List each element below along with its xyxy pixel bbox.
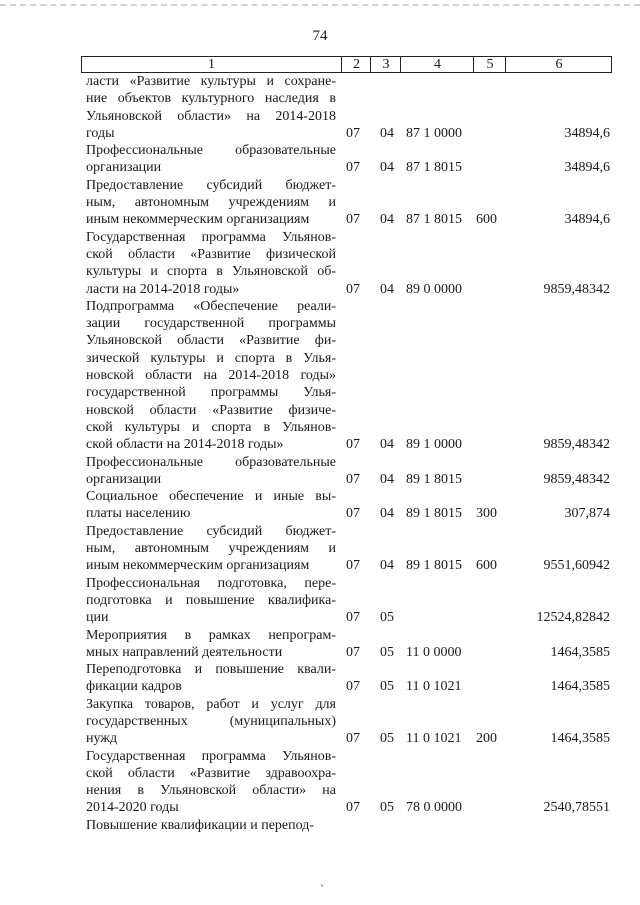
description-line: Предоставление субсидий бюджет- bbox=[86, 177, 336, 193]
description-line: нения в Ульяновской области» на bbox=[86, 783, 336, 799]
description-line: организации bbox=[86, 160, 162, 176]
subsection-code: 04 bbox=[380, 281, 394, 297]
amount: 34894,6 bbox=[564, 160, 610, 176]
row-description bbox=[86, 298, 336, 454]
subsection-code: 04 bbox=[380, 212, 394, 228]
row-description bbox=[86, 696, 336, 748]
table-row bbox=[0, 229, 640, 298]
amount: 34894,6 bbox=[564, 125, 610, 141]
description-line: Подпрограмма «Обеспечение реали- bbox=[86, 298, 336, 314]
page-number: 74 bbox=[312, 28, 328, 44]
expense-type-code: 600 bbox=[476, 558, 497, 574]
scan-top-edge bbox=[0, 4, 640, 12]
subsection-code: 05 bbox=[380, 679, 394, 695]
row-description bbox=[86, 73, 336, 142]
subsection-code: 05 bbox=[380, 644, 394, 660]
section-code: 07 bbox=[346, 212, 360, 228]
amount: 1464,3585 bbox=[550, 644, 610, 660]
subsection-code: 05 bbox=[380, 731, 394, 747]
table-row bbox=[0, 142, 640, 177]
target-article-code: 78 0 0000 bbox=[406, 800, 462, 816]
table-row bbox=[0, 817, 640, 834]
description-line: государственной программы Улья- bbox=[86, 385, 336, 401]
target-article-code: 87 1 8015 bbox=[406, 212, 462, 228]
description-line: Повышение квалификации и перепод- bbox=[86, 817, 314, 833]
header-col-6: 6 bbox=[505, 57, 612, 72]
subsection-code: 04 bbox=[380, 558, 394, 574]
section-code: 07 bbox=[346, 506, 360, 522]
description-line: подготовка и повышение квалифика- bbox=[86, 592, 336, 608]
table-row bbox=[0, 177, 640, 229]
description-line: иным некоммерческим организациям bbox=[86, 212, 310, 228]
target-article-code: 89 1 0000 bbox=[406, 437, 462, 453]
amount: 2540,78551 bbox=[543, 800, 610, 816]
description-line: ным, автономным учреждениям и bbox=[86, 195, 336, 211]
section-code: 07 bbox=[346, 610, 360, 626]
description-line: мных направлений деятельности bbox=[86, 644, 283, 660]
description-line: Ульяновской области «Развитие фи- bbox=[86, 333, 336, 349]
section-code: 07 bbox=[346, 679, 360, 695]
description-line: Профессиональные образовательные bbox=[86, 143, 336, 159]
target-article-code: 11 0 1021 bbox=[406, 731, 462, 747]
subsection-code: 05 bbox=[380, 610, 394, 626]
section-code: 07 bbox=[346, 800, 360, 816]
section-code: 07 bbox=[346, 471, 360, 487]
section-code: 07 bbox=[346, 281, 360, 297]
subsection-code: 04 bbox=[380, 125, 394, 141]
description-line: 2014-2020 годы bbox=[86, 800, 179, 816]
row-description bbox=[86, 454, 336, 489]
description-line: культуры и спорта в Ульяновской об- bbox=[86, 264, 336, 280]
description-line: Мероприятия в рамках непрограм- bbox=[86, 627, 336, 643]
amount: 9859,48342 bbox=[543, 471, 610, 487]
description-line: ции bbox=[86, 610, 109, 626]
amount: 9859,48342 bbox=[543, 281, 610, 297]
subsection-code: 04 bbox=[380, 437, 394, 453]
row-description bbox=[86, 229, 336, 298]
amount: 9551,60942 bbox=[543, 558, 610, 574]
description-line: Переподготовка и повышение квали- bbox=[86, 662, 336, 678]
description-line: Государственная программа Ульянов- bbox=[86, 748, 336, 764]
description-line: организации bbox=[86, 471, 162, 487]
description-line: Ульяновской области» на 2014-2018 bbox=[86, 108, 336, 124]
description-line: государственных (муниципальных) bbox=[86, 713, 336, 729]
table-row bbox=[0, 748, 640, 817]
description-line: Социальное обеспечение и иные вы- bbox=[86, 489, 336, 505]
table-row bbox=[0, 73, 640, 142]
target-article-code: 89 1 8015 bbox=[406, 471, 462, 487]
section-code: 07 bbox=[346, 437, 360, 453]
header-col-3: 3 bbox=[370, 57, 401, 72]
row-description bbox=[86, 142, 336, 177]
description-line: ласти на 2014-2018 годы» bbox=[86, 281, 240, 297]
header-col-2: 2 bbox=[341, 57, 371, 72]
subsection-code: 04 bbox=[380, 160, 394, 176]
description-line: ской культуры и спорта в Ульянов- bbox=[86, 419, 336, 435]
section-code: 07 bbox=[346, 125, 360, 141]
table-row bbox=[0, 627, 640, 662]
target-article-code: 11 0 0000 bbox=[406, 644, 462, 660]
target-article-code: 87 1 8015 bbox=[406, 160, 462, 176]
row-description bbox=[86, 661, 336, 696]
target-article-code: 89 1 8015 bbox=[406, 506, 462, 522]
expense-type-code: 600 bbox=[476, 212, 497, 228]
table-header bbox=[81, 56, 612, 73]
description-line: нужд bbox=[86, 731, 118, 747]
subsection-code: 05 bbox=[380, 800, 394, 816]
table-body bbox=[0, 73, 640, 834]
description-line: платы населению bbox=[86, 506, 191, 522]
section-code: 07 bbox=[346, 160, 360, 176]
table-row bbox=[0, 696, 640, 748]
row-description bbox=[86, 817, 336, 834]
description-line: зической культуры и спорта в Улья- bbox=[86, 350, 336, 366]
section-code: 07 bbox=[346, 558, 360, 574]
description-line: ние объектов культурного наследия в bbox=[86, 91, 336, 107]
expense-type-code: 300 bbox=[476, 506, 497, 522]
table-row bbox=[0, 454, 640, 489]
subsection-code: 04 bbox=[380, 471, 394, 487]
header-col-4: 4 bbox=[400, 57, 474, 72]
amount: 12524,82842 bbox=[536, 610, 610, 626]
target-article-code: 87 1 0000 bbox=[406, 125, 462, 141]
row-description bbox=[86, 575, 336, 627]
row-description bbox=[86, 523, 336, 575]
description-line: Профессиональная подготовка, пере- bbox=[86, 575, 336, 591]
amount: 9859,48342 bbox=[543, 437, 610, 453]
description-line: Предоставление субсидий бюджет- bbox=[86, 523, 336, 539]
target-article-code: 89 1 8015 bbox=[406, 558, 462, 574]
amount: 1464,3585 bbox=[550, 679, 610, 695]
table-row bbox=[0, 575, 640, 627]
table-row bbox=[0, 661, 640, 696]
scan-mark: ˏ bbox=[320, 873, 324, 887]
section-code: 07 bbox=[346, 644, 360, 660]
description-line: фикации кадров bbox=[86, 679, 182, 695]
amount: 34894,6 bbox=[564, 212, 610, 228]
description-line: ным, автономным учреждениям и bbox=[86, 541, 336, 557]
description-line: Профессиональные образовательные bbox=[86, 454, 336, 470]
description-line: ской области на 2014-2018 годы» bbox=[86, 437, 284, 453]
description-line: зации государственной программы bbox=[86, 316, 336, 332]
description-line: ской области «Развитие здравоохра- bbox=[86, 765, 336, 781]
amount: 1464,3585 bbox=[550, 731, 610, 747]
section-code: 07 bbox=[346, 731, 360, 747]
header-col-5: 5 bbox=[473, 57, 506, 72]
description-line: ласти «Развитие культуры и сохране- bbox=[86, 74, 336, 89]
table-row bbox=[0, 523, 640, 575]
table-row bbox=[0, 488, 640, 523]
target-article-code: 11 0 1021 bbox=[406, 679, 462, 695]
description-line: Закупка товаров, работ и услуг для bbox=[86, 696, 336, 712]
amount: 307,874 bbox=[564, 506, 610, 522]
row-description bbox=[86, 748, 336, 817]
description-line: новской области «Развитие физиче- bbox=[86, 402, 336, 418]
description-line: Государственная программа Ульянов- bbox=[86, 229, 336, 245]
row-description bbox=[86, 627, 336, 662]
subsection-code: 04 bbox=[380, 506, 394, 522]
expense-type-code: 200 bbox=[476, 731, 497, 747]
row-description bbox=[86, 488, 336, 523]
description-line: ской области «Развитие физической bbox=[86, 246, 336, 262]
header-col-1: 1 bbox=[208, 57, 215, 72]
table-row bbox=[0, 298, 640, 454]
description-line: иным некоммерческим организациям bbox=[86, 558, 310, 574]
description-line: новской области на 2014-2018 годы» bbox=[86, 368, 336, 384]
target-article-code: 89 0 0000 bbox=[406, 281, 462, 297]
description-line: годы bbox=[86, 125, 115, 141]
row-description bbox=[86, 177, 336, 229]
